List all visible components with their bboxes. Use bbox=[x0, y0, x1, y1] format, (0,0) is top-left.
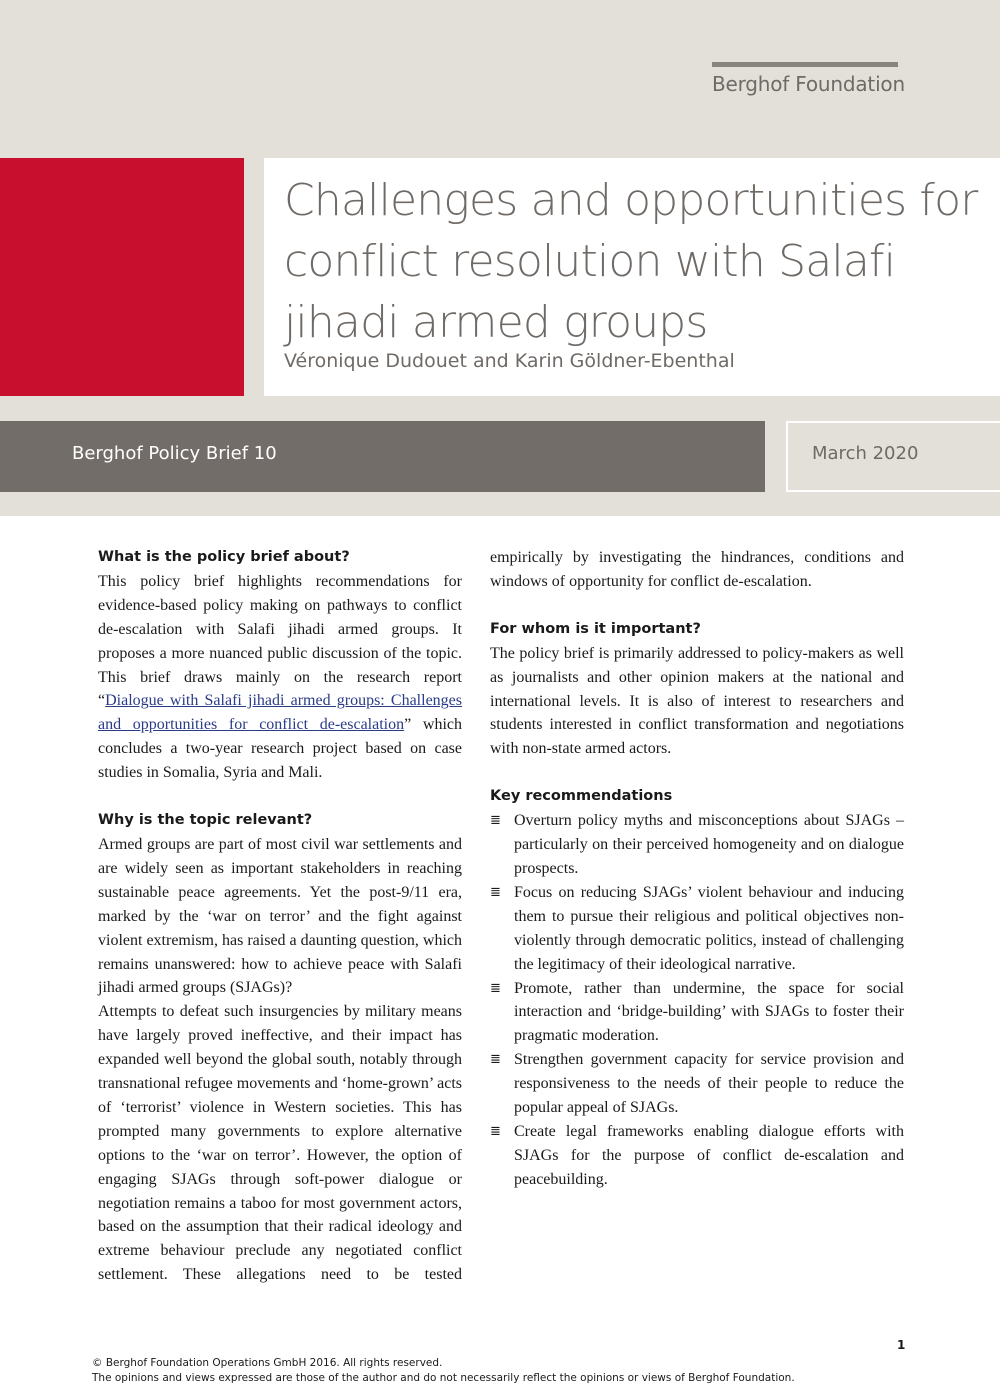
relevant-paragraph-2-rest: empirically by investigating the hindrances, conditions and windows of opportunity for conflict de-escalation. bbox=[490, 549, 904, 590]
recommendation-text: Promote, rather than undermine, the space for social interaction and ‘bridge-building’ with SJAGs to foster their pragmatic moderation. bbox=[514, 979, 904, 1045]
logo-bar bbox=[712, 62, 898, 67]
bullet-icon: ≣ bbox=[490, 1123, 501, 1139]
whom-heading: For whom is it important? bbox=[490, 620, 701, 637]
series-bar bbox=[0, 421, 765, 492]
page-title: Challenges and opportunities for conflict resolution with Salafi jihadi armed groups bbox=[284, 175, 978, 348]
relevant-paragraph-2-continued bbox=[490, 546, 904, 594]
left-column bbox=[98, 546, 462, 1287]
about-text-start: This policy brief highlights recommendations for evidence-based policy making on pathways to conflict de-escalation with Salafi jihadi armed groups. It proposes a more nuanced public discussion of the topic. This brief draws mainly on the research report “ bbox=[98, 572, 462, 710]
about-paragraph bbox=[98, 570, 462, 785]
relevant-paragraph-1: Armed groups are part of most civil war settlements and are widely seen as important stakeholders in reaching sustainable peace agreements. Yet the post-9/11 era, marked by the ‘war on terror’ and the fight against violent extremism, has raised a daunting question, which remains unanswered: how to achieve peace with Salafi jihadi armed groups (SJAGs)? bbox=[98, 835, 462, 997]
recommendation-text: Focus on reducing SJAGs’ violent behaviour and inducing them to pursue their religious and political objectives non-violently through democratic politics, instead of challenging the legitimacy of their ideological narrative. bbox=[514, 883, 904, 973]
whom-paragraph: The policy brief is primarily addressed to policy-makers as well as journalists and other opinion makers at the national and international levels. It is also of interest to researchers and students interested in conflict transformation and negotiations with non-state armed actors. bbox=[490, 644, 904, 758]
relevant-heading: Why is the topic relevant? bbox=[98, 812, 313, 829]
bullet-icon: ≣ bbox=[490, 1052, 501, 1068]
page-number: 1 bbox=[897, 1338, 906, 1352]
bullet-icon: ≣ bbox=[490, 980, 501, 996]
logo-text: Berghof Foundation bbox=[712, 72, 905, 96]
relevant-paragraph-2-text: Attempts to defeat such insurgencies by military means have largely proved ineffective, and their impact has expanded well beyond the global south, notably through transnational refugee movements and ‘home-grown’ acts of ‘terrorist’ violence in Western societies. This has prompted many governments to explore alternative options to the ‘war on terror’. However, the option of engaging SJAGs through soft-power dialogue or negotiation remains a taboo for most government actors, based on the assumption that their radical ideology and extreme behaviour preclude any negotiated conflict settlement. These allegations need to be tested bbox=[98, 1003, 462, 1284]
right-column bbox=[490, 546, 904, 1192]
date-box bbox=[786, 421, 1000, 492]
authors: Véronique Dudouet and Karin Göldner-Ebenthal bbox=[284, 350, 735, 372]
red-accent-block bbox=[0, 158, 244, 396]
recommendations-heading: Key recommendations bbox=[490, 788, 673, 805]
list-item bbox=[490, 1048, 904, 1120]
spacer bbox=[490, 761, 904, 785]
list-item bbox=[490, 1120, 904, 1192]
recommendation-text: Overturn policy myths and misconceptions about SJAGs – particularly on their perceived homogeneity and on dialogue prospects. bbox=[514, 812, 904, 877]
list-item bbox=[490, 977, 904, 1049]
publication-date: March 2020 bbox=[812, 443, 919, 464]
recommendation-text: Strengthen government capacity for service provision and responsiveness to the needs of their people to reduce the popular appeal of SJAGs. bbox=[514, 1051, 904, 1117]
list-item bbox=[490, 881, 904, 977]
recommendation-text: Create legal frameworks enabling dialogue efforts with SJAGs for the purpose of conflict de-escalation and peacebuilding. bbox=[514, 1122, 904, 1188]
about-text-end: ” which concludes a two-year research project based on case studies in Somalia, Syria and Mali. bbox=[98, 716, 462, 782]
title-box bbox=[264, 158, 1000, 396]
footer bbox=[92, 1356, 795, 1386]
berghof-logo bbox=[712, 62, 908, 96]
series-label: Berghof Policy Brief 10 bbox=[72, 443, 277, 464]
about-heading: What is the policy brief about? bbox=[98, 549, 350, 565]
bullet-icon: ≣ bbox=[490, 813, 501, 829]
copyright-notice: © Berghof Foundation Operations GmbH 2016. All rights reserved. bbox=[92, 1357, 443, 1369]
disclaimer: The opinions and views expressed are those of the author and do not necessarily reflect the opinions or views of Berghof Foundation. bbox=[92, 1372, 795, 1384]
bullet-icon: ≣ bbox=[490, 884, 501, 900]
spacer bbox=[98, 785, 462, 809]
recommendations-list bbox=[490, 809, 904, 1192]
relevant-paragraph-2 bbox=[98, 1000, 462, 1287]
list-item bbox=[490, 809, 904, 881]
research-report-link[interactable]: Dialogue with Salafi jihadi armed groups: Challenges and opportunities for conflict de-escalation bbox=[98, 692, 462, 734]
spacer bbox=[490, 594, 904, 618]
